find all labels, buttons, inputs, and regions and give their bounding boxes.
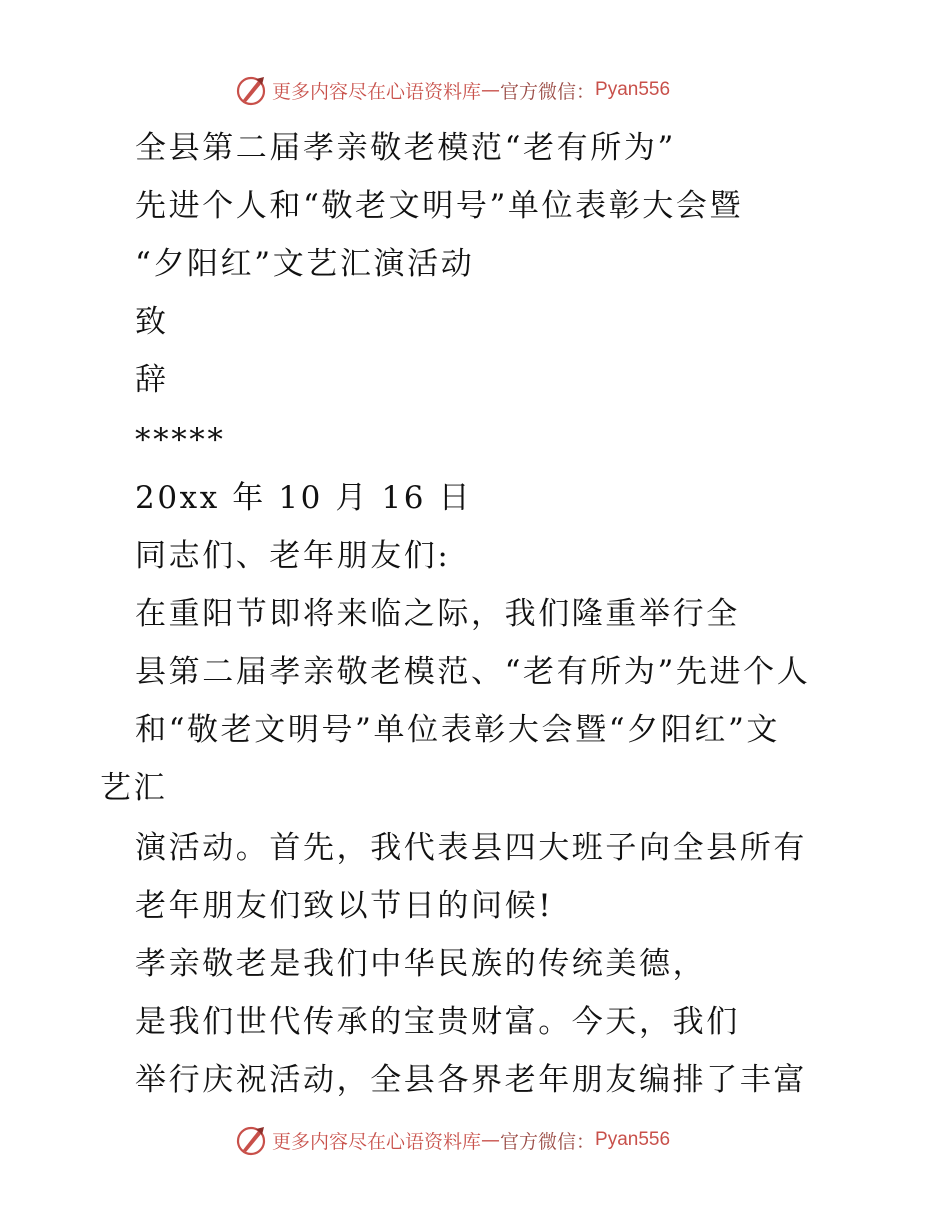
paragraph-line: 举行庆祝活动，全县各界老年朋友编排了丰富 bbox=[135, 1062, 807, 1098]
quill-logo-icon bbox=[234, 1123, 268, 1157]
paragraph-line: 和“敬老文明号”单位表彰大会暨“夕阳红”文 bbox=[135, 712, 780, 748]
paragraph-line: 演活动。首先，我代表县四大班子向全县所有 bbox=[135, 830, 807, 866]
paragraph-line: 在重阳节即将来临之际，我们隆重举行全 bbox=[135, 596, 740, 632]
watermark-header bbox=[234, 72, 670, 108]
speech-date: 20xx 年 10 月 16 日 bbox=[135, 480, 473, 516]
paragraph-line: 是我们世代传承的宝贵财富。今天，我们 bbox=[135, 1004, 740, 1040]
title-line-3: “夕阳红”文艺汇演活动 bbox=[135, 246, 475, 282]
watermark-footer bbox=[234, 1122, 670, 1158]
watermark-text: 更多内容尽在心语资料库 bbox=[272, 80, 482, 103]
watermark-official-label: 官方微信： bbox=[500, 1130, 596, 1153]
watermark-dash: — bbox=[481, 79, 501, 101]
quill-logo-icon bbox=[234, 73, 268, 107]
watermark-dash: — bbox=[481, 1129, 501, 1151]
salutation: 同志们、老年朋友们: bbox=[135, 538, 451, 574]
watermark-wechat-id: Pyan556 bbox=[595, 1129, 671, 1150]
speech-label-2: 辞 bbox=[135, 362, 169, 398]
paragraph-line: 艺汇 bbox=[100, 770, 168, 806]
paragraph-line: 县第二届孝亲敬老模范、“老有所为”先进个人 bbox=[135, 654, 811, 690]
speech-label-1: 致 bbox=[135, 304, 169, 340]
watermark-text: 更多内容尽在心语资料库 bbox=[272, 1130, 482, 1153]
paragraph-line: 老年朋友们致以节日的问候! bbox=[135, 888, 554, 924]
watermark-official-label: 官方微信： bbox=[500, 80, 596, 103]
title-line-1: 全县第二届孝亲敬老模范“老有所为” bbox=[135, 130, 676, 166]
watermark-wechat-id: Pyan556 bbox=[595, 79, 671, 100]
paragraph-line: 孝亲敬老是我们中华民族的传统美德， bbox=[135, 946, 707, 982]
title-line-2: 先进个人和“敬老文明号”单位表彰大会暨 bbox=[135, 188, 744, 224]
speaker-name: ***** bbox=[135, 422, 226, 458]
